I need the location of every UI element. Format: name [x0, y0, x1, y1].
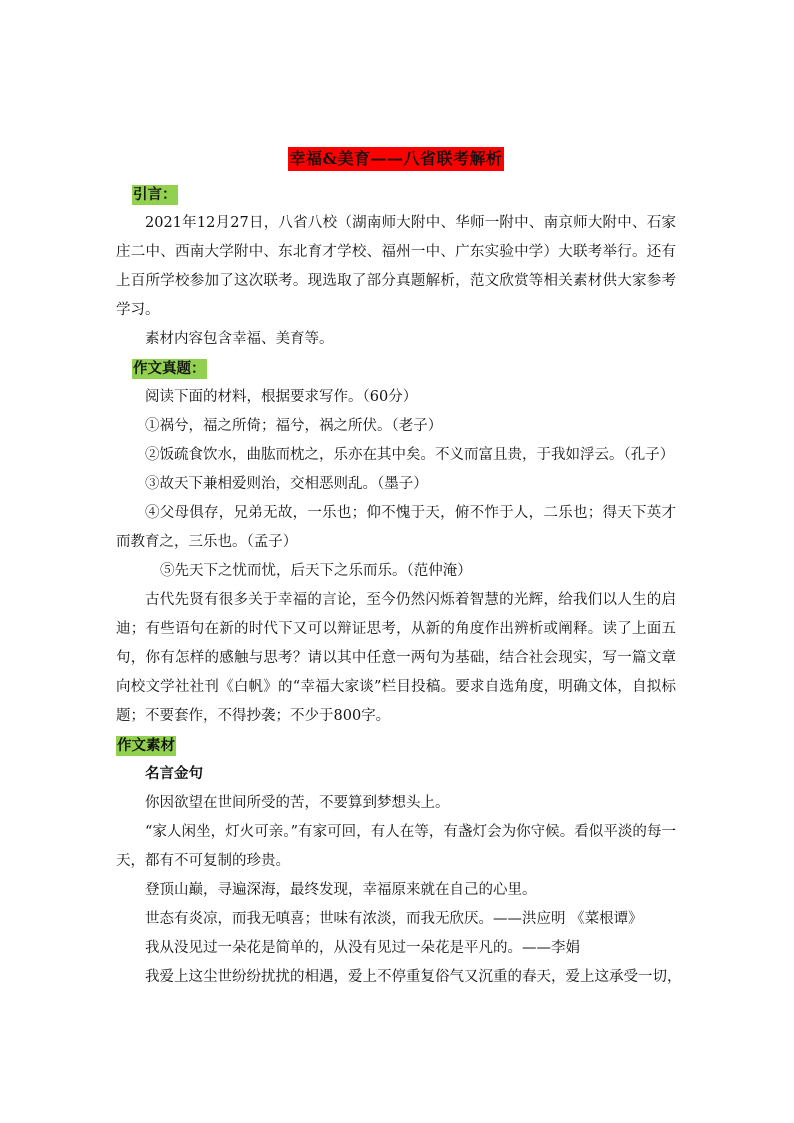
material-heading-row	[116, 731, 676, 760]
intro-heading-row	[116, 180, 676, 209]
document-content	[116, 146, 682, 992]
document-title: 幸福&美育——八省联考解析	[288, 147, 505, 171]
quote-2: ②饭疏食饮水，曲肱而枕之，乐亦在其中矣。不义而富且贵，于我如浮云。（孔子）	[145, 447, 675, 463]
intro-heading: 引言：	[133, 186, 177, 203]
material-item-6: 我爱上这尘世纷纷扰扰的相遇，爱上不停重复俗气又沉重的春天，爱上这承受一切，	[145, 969, 682, 985]
quote-4: ④父母俱存，兄弟无故，一乐也；仰不愧于天，俯不怍于人，二乐也；得天下英才而教育之，三乐也。（孟子）	[116, 505, 676, 550]
material-item-5: 我从没见过一朵花是简单的，从没有见过一朵花是平凡的。——李娟	[145, 940, 580, 956]
material-item-3: 登顶山巅，寻遍深海，最终发现，幸福原来就在自己的心里。	[145, 882, 537, 898]
prompt-instruction: 阅读下面的材料，根据要求写作。（60分）	[145, 389, 418, 405]
intro-paragraph-1: 2021年12月27日，八省八校（湖南师大附中、华师一附中、南京师大附中、石家庄二中、西南大学附中、东北育才学校、福州一中、广东实验中学）大联考举行。还有上百所学校参加了这次联考。现选取了部分真题解析，范文欣赏等相关素材供大家参考学习。	[116, 215, 676, 318]
intro-paragraph-2: 素材内容包含幸福、美育等。	[145, 331, 334, 347]
quote-3: ③故天下兼相爱则治，交相恶则乱。（墨子）	[145, 476, 428, 492]
material-subheading: 名言金句	[145, 766, 203, 782]
quote-1: ①祸兮，福之所倚；福兮，祸之所伏。（老子）	[145, 418, 443, 434]
prompt-task: 古代先贤有很多关于幸福的言论，至今仍然闪烁着智慧的光辉，给我们以人生的启迪；有些语句在新的时代下又可以辩证思考，从新的角度作出辨析或阐释。读了上面五句，你有怎样的感触与思考？请以其中任意一两句为基础，结合社会现实，写一篇文章向校文学社社刊《白帆》的“幸福大家谈”栏目投稿。要求自选角度，明确文体，自拟标题；不要套作，不得抄袭；不少于800字。	[116, 592, 676, 724]
prompt-heading: 作文真题：	[133, 360, 206, 377]
quote-5: ⑤先天下之忧而忧，后天下之乐而乐。（范仲淹）	[160, 563, 472, 579]
material-item-1: 你因欲望在世间所受的苦，不要算到梦想头上。	[145, 795, 450, 811]
material-heading: 作文素材	[117, 737, 175, 754]
material-item-4: 世态有炎凉，而我无嗔喜；世味有浓淡，而我无欣厌。——洪应明 《菜根谭》	[145, 911, 643, 927]
material-item-2: “家人闲坐，灯火可亲。”有家可回，有人在等，有盏灯会为你守候。看似平淡的每一天，都有不可复制的珍贵。	[116, 824, 676, 869]
prompt-heading-row	[116, 354, 676, 383]
title-row	[116, 146, 676, 176]
